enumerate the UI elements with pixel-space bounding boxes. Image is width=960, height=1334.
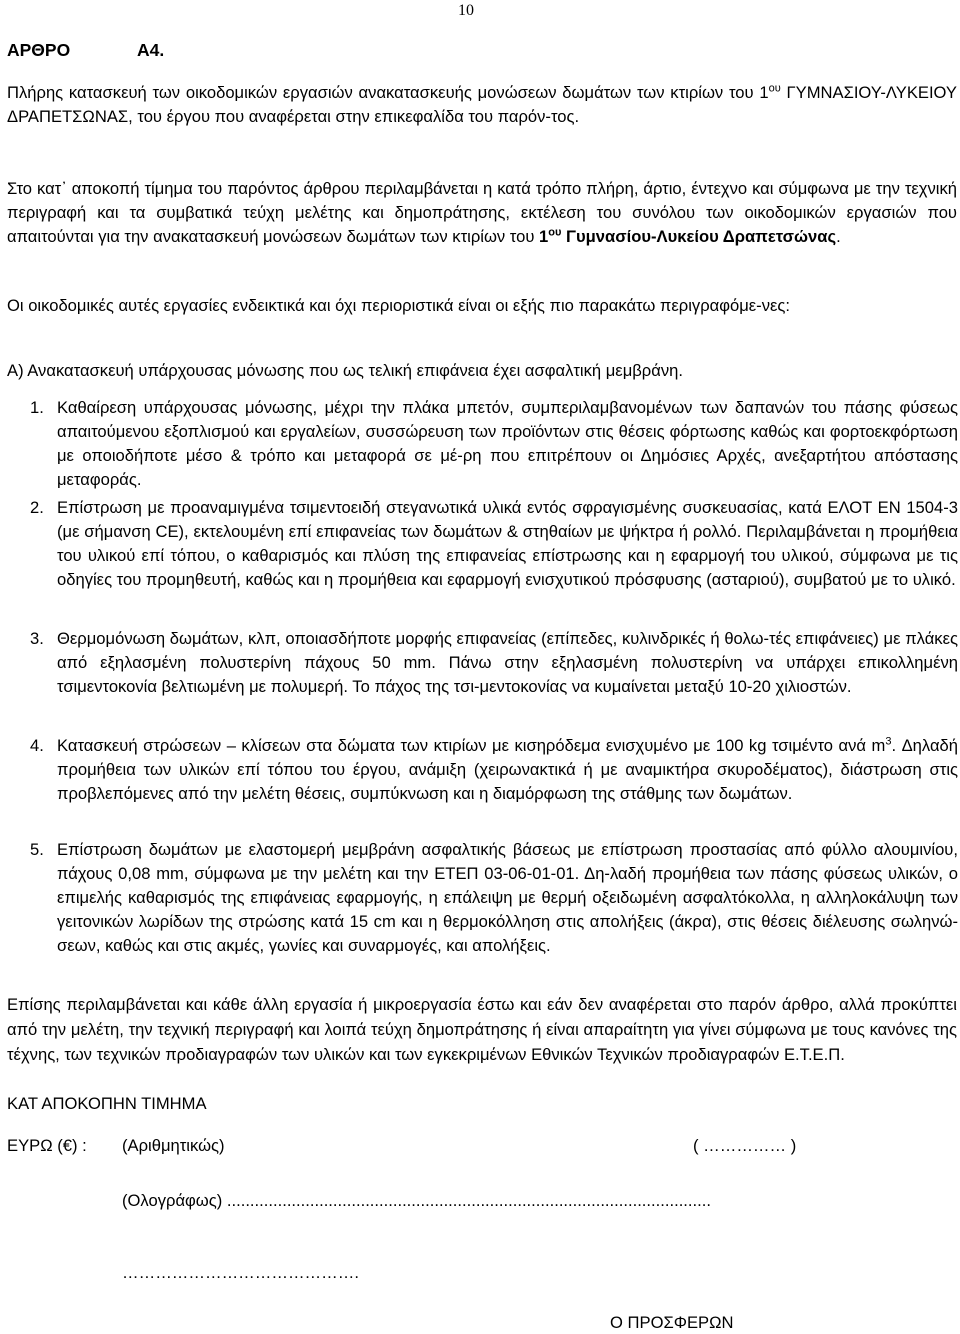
list-item bbox=[30, 627, 958, 699]
price-end: . bbox=[836, 227, 841, 246]
words-field[interactable]: (Ολογράφως) ......................................................................................................... bbox=[122, 1191, 711, 1210]
euro-label: ΕΥΡΩ (€) : bbox=[7, 1136, 87, 1155]
intro-paragraph bbox=[7, 81, 957, 129]
list-item bbox=[30, 734, 958, 806]
price-sup: ου bbox=[548, 226, 562, 239]
item-text-part: Κατασκευή στρώσεων – κλίσεων στα δώματα των κτιρίων με κισηρόδεμα ενισχυμένο με 100 kg τσιμέντο ανά m bbox=[57, 736, 886, 755]
item-text: Καθαίρεση υπάρχουσας μόνωσης, μέχρι την πλάκα μπετόν, συμπεριλαμβανομένων των δαπανών του πάσης φύσεως απαιτούμενου εξοπλισμού και εργαλείων, συσσώρευση των προϊόντων στις θέσεις φόρτωσης καθώς και φορτοεκφόρτωση με οποιοδήποτε μέσο & τρόπο και μεταφορά σε μέ-ρη που επιτρέπουν οι Δημόσιες Αρχές, ανεξαρτήτου απόστασης μεταφοράς. bbox=[57, 398, 958, 489]
price-text: Στο κατ᾽ αποκοπή τίμημα του παρόντος άρθρου περιλαμβάνεται η κατά τρόπο πλήρη, άρτιο, έντεχνο και σύμφωνα με την τεχνική περιγραφή και τα συμβατικά τεύχη μελέτης και δημοπράτησης, εκτέλεση του συνόλου των οικοδομικών εργασιών που απαιτούνται για την ανακατασκευή μονώσεων δωμάτων των κτιρίων του bbox=[7, 179, 957, 246]
article-label: ΑΡΘΡΟ bbox=[7, 40, 71, 60]
item-number: 4. bbox=[30, 736, 44, 755]
intro-tail: του έργου που αναφέρεται στην επικεφαλίδα του παρόν-τος. bbox=[132, 107, 580, 126]
numeric-blank[interactable]: ( …………… ) bbox=[693, 1136, 797, 1155]
intro-text: Πλήρης κατασκευή των οικοδομικών εργασιών ανακατασκευής μονώσεων δωμάτων των κτιρίων του 1 bbox=[7, 83, 769, 102]
numeric-label: (Αριθμητικώς) bbox=[122, 1136, 225, 1155]
item-text-part: . Δηλαδή προμήθεια των υλικών επί τόπου του έργου, ανάμιξη (χειρωνακτικά ή με αναμικτήρα σκυροδέματος), διάστρωση στις προβλεπόμενες από την μελέτη θέσεις, συμπύκνωση και η διαμόρφωση της στάθμης των δωμάτων. bbox=[57, 736, 958, 803]
item-text bbox=[57, 734, 958, 806]
closing-paragraph: Επίσης περιλαμβάνεται και κάθε άλλη εργασία ή μικροεργασία έστω και εάν δεν αναφέρεται στο παρόν άρθρο, αλλά προκύπτει από την μελέτη, την τεχνική περιγραφή και λοιπά τεύχη δημοπράτησης ή είναι απαραίτητη για γίνει σύμφωνα με τους κανόνες της τέχνης, των τεχνικών προδιαγραφών των υλικών και των εγκεκριμένων Εθνικών Τεχνικών προδιαγραφών Ε.Τ.Ε.Π. bbox=[7, 995, 957, 1064]
list-item bbox=[30, 496, 958, 592]
bidder-signature-label: Ο ΠΡΟΣΦΕΡΩΝ bbox=[610, 1313, 734, 1332]
price-paragraph bbox=[7, 177, 957, 249]
item-text: Επίστρωση με προαναμιγμένα τσιμεντοειδή στεγανωτικά υλικά εντός σφραγισμένης συσκευασίας, κατά ΕΛΟΤ ΕΝ 1504-3 (με σήμανση CE), εκτελουμένη επί επιφανείας των δωμάτων & στηθαίων με ψήκτρα ή ρολλό. Περιλαμβάνεται η προμήθεια του υλικού επί τόπου, ο καθαρισμός και πλύση της επιφανείας επίστρωσης και η εφαρμογή του υλικού, σύμφωνα με τις οδηγίες του προμηθευτή, καθώς και η προμήθεια και εφαρμογή ενισχυτικού πρόσφυσης (ασταριού), συμβατού με το υλικό. bbox=[57, 498, 958, 589]
words-continuation[interactable]: ……………………………………. bbox=[122, 1263, 359, 1282]
item-text: Επίστρωση δωμάτων με ελαστομερή μεμβράνη ασφαλτικής βάσεως με επίστρωση προστασίας από φύλλο αλουμινίου, πάχους 0,08 mm, σύμφωνα με την μελέτη και την ΕΤΕΠ 03-06-01-01. Δη-λαδή προμήθεια των πάσης φύσεως υλικών, ο επιμελής καθαρισμός της επιφάνειας εφαρμογής, η επάλειψη με θερμή οξειδωμένη ασφαλτόκολλα, η αλληλοκάλυψη των γειτονικών λωρίδων της στρώσης κατά 15 cm και η θερμοκόλληση στις απολήξεις (άκρα), στις θέσεις διέλευσης σωληνώ-σεων, καθώς και στις ακμές, γωνίες και συναρμογές, και απολήξεις. bbox=[57, 840, 958, 955]
works-intro: Οι οικοδομικές αυτές εργασίες ενδεικτικά και όχι περιοριστικά είναι οι εξής πιο παρακάτω περιγραφόμε-νες: bbox=[7, 296, 791, 315]
lump-sum-title: ΚΑΤ ΑΠΟΚΟΠΗΝ ΤΙΜΗΜΑ bbox=[7, 1094, 207, 1113]
page-number: 10 bbox=[458, 2, 474, 19]
section-a: Α) Ανακατασκευή υπάρχουσας μόνωσης που ως τελική επιφάνεια έχει ασφαλτική μεμβράνη. bbox=[7, 361, 683, 380]
list-item bbox=[30, 838, 958, 958]
price-bold-num: 1 bbox=[539, 227, 549, 246]
item-sup: 3 bbox=[885, 735, 892, 748]
item-number: 1. bbox=[30, 398, 44, 417]
intro-school: ΓΥΜΝΑΣΙΟΥ-ΛΥΚΕΙΟΥ ΔΡΑΠΕΤΣΩΝΑΣ, bbox=[7, 83, 958, 126]
article-code: Α4. bbox=[137, 40, 165, 60]
item-number: 3. bbox=[30, 629, 44, 648]
price-school: Γυμνασίου-Λυκείου Δραπετσώνας bbox=[561, 227, 837, 246]
item-number: 2. bbox=[30, 498, 44, 517]
item-text: Θερμομόνωση δωμάτων, κλπ, οποιασδήποτε μορφής επιφανείας (επίπεδες, κυλινδρικές ή θολω-τές επιφάνειες) με πλάκες από εξηλασμένη πολυστερίνη πάχους 50 mm. Πάνω στην εξηλασμένη πολυστερίνη να υπάρχει επικολλημένη τσιμεντοκονία βελτιωμένη με πολυμερή. Το πάχος της τσι-μεντοκονίας να κυμαίνεται μεταξύ 10-20 χιλιοστών. bbox=[57, 629, 958, 696]
article-heading bbox=[7, 40, 165, 61]
intro-sup: ου bbox=[768, 82, 781, 95]
item-number: 5. bbox=[30, 840, 44, 859]
list-item bbox=[30, 396, 958, 492]
